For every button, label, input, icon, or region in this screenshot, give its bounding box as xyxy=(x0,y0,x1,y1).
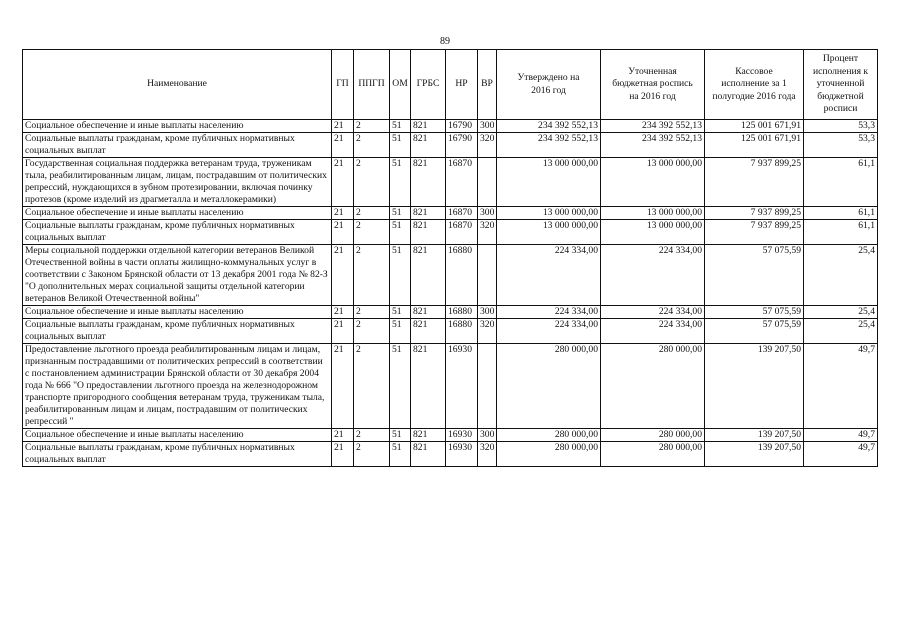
cell-om: 51 xyxy=(390,344,411,429)
cell-vr: 300 xyxy=(478,306,497,319)
cell-gp: 21 xyxy=(332,306,354,319)
cell-om: 51 xyxy=(390,120,411,133)
cell-grbs: 821 xyxy=(411,442,446,467)
cell-name: Социальное обеспечение и иные выплаты населению xyxy=(23,429,332,442)
cell-gp: 21 xyxy=(332,120,354,133)
cell-om: 51 xyxy=(390,306,411,319)
cell-revised: 13 000 000,00 xyxy=(601,220,705,245)
cell-gp: 21 xyxy=(332,220,354,245)
page-number: 89 xyxy=(440,36,450,47)
cell-revised: 13 000 000,00 xyxy=(601,207,705,220)
cell-cash: 57 075,59 xyxy=(705,319,804,344)
column-header-name: Наименование xyxy=(23,50,332,120)
cell-name: Социальные выплаты гражданам, кроме публичных нормативных социальных выплат xyxy=(23,442,332,467)
cell-approved: 224 334,00 xyxy=(497,245,601,306)
column-header-gp: ГП xyxy=(332,50,354,120)
column-header-ppgp: ППГП xyxy=(354,50,390,120)
cell-approved: 224 334,00 xyxy=(497,319,601,344)
table-row xyxy=(23,344,878,429)
table-row xyxy=(23,319,878,344)
cell-grbs: 821 xyxy=(411,344,446,429)
cell-percent: 25,4 xyxy=(804,306,878,319)
cell-om: 51 xyxy=(390,207,411,220)
cell-om: 51 xyxy=(390,319,411,344)
cell-gp: 21 xyxy=(332,245,354,306)
cell-np: 16930 xyxy=(446,442,478,467)
cell-np: 16790 xyxy=(446,120,478,133)
table-row xyxy=(23,442,878,467)
cell-ppgp: 2 xyxy=(354,306,390,319)
cell-vr: 320 xyxy=(478,442,497,467)
column-header-revised: Уточненная бюджетная роспись на 2016 год xyxy=(601,50,705,120)
cell-name: Социальные выплаты гражданам, кроме публичных нормативных социальных выплат xyxy=(23,220,332,245)
cell-grbs: 821 xyxy=(411,120,446,133)
cell-cash: 7 937 899,25 xyxy=(705,158,804,207)
cell-percent: 49,7 xyxy=(804,344,878,429)
cell-gp: 21 xyxy=(332,133,354,158)
cell-grbs: 821 xyxy=(411,158,446,207)
cell-revised: 280 000,00 xyxy=(601,442,705,467)
column-header-vr: ВР xyxy=(478,50,497,120)
cell-approved: 224 334,00 xyxy=(497,306,601,319)
cell-ppgp: 2 xyxy=(354,158,390,207)
cell-approved: 13 000 000,00 xyxy=(497,220,601,245)
cell-ppgp: 2 xyxy=(354,245,390,306)
cell-om: 51 xyxy=(390,133,411,158)
cell-vr: 320 xyxy=(478,319,497,344)
cell-name: Социальное обеспечение и иные выплаты населению xyxy=(23,306,332,319)
table-row xyxy=(23,158,878,207)
cell-revised: 224 334,00 xyxy=(601,319,705,344)
cell-ppgp: 2 xyxy=(354,344,390,429)
cell-revised: 224 334,00 xyxy=(601,306,705,319)
cell-np: 16930 xyxy=(446,344,478,429)
column-header-approved: Утверждено на 2016 год xyxy=(497,50,601,120)
cell-gp: 21 xyxy=(332,429,354,442)
cell-gp: 21 xyxy=(332,442,354,467)
cell-cash: 57 075,59 xyxy=(705,245,804,306)
cell-gp: 21 xyxy=(332,158,354,207)
cell-revised: 13 000 000,00 xyxy=(601,158,705,207)
budget-execution-table xyxy=(22,49,878,467)
cell-ppgp: 2 xyxy=(354,120,390,133)
table-row xyxy=(23,220,878,245)
cell-gp: 21 xyxy=(332,344,354,429)
table-row xyxy=(23,245,878,306)
cell-om: 51 xyxy=(390,158,411,207)
cell-grbs: 821 xyxy=(411,133,446,158)
cell-np: 16870 xyxy=(446,207,478,220)
cell-percent: 53,3 xyxy=(804,133,878,158)
cell-cash: 57 075,59 xyxy=(705,306,804,319)
cell-approved: 234 392 552,13 xyxy=(497,120,601,133)
cell-name: Социальные выплаты гражданам, кроме публичных нормативных социальных выплат xyxy=(23,133,332,158)
cell-cash: 7 937 899,25 xyxy=(705,207,804,220)
column-header-np: НР xyxy=(446,50,478,120)
cell-cash: 125 001 671,91 xyxy=(705,133,804,158)
table-row xyxy=(23,429,878,442)
column-header-om: ОМ xyxy=(390,50,411,120)
cell-om: 51 xyxy=(390,442,411,467)
cell-grbs: 821 xyxy=(411,319,446,344)
cell-revised: 280 000,00 xyxy=(601,344,705,429)
cell-ppgp: 2 xyxy=(354,319,390,344)
cell-ppgp: 2 xyxy=(354,429,390,442)
cell-om: 51 xyxy=(390,429,411,442)
cell-np: 16880 xyxy=(446,306,478,319)
cell-om: 51 xyxy=(390,220,411,245)
cell-np: 16870 xyxy=(446,220,478,245)
cell-vr xyxy=(478,245,497,306)
cell-cash: 7 937 899,25 xyxy=(705,220,804,245)
table-row xyxy=(23,120,878,133)
cell-approved: 280 000,00 xyxy=(497,429,601,442)
cell-grbs: 821 xyxy=(411,220,446,245)
cell-cash: 139 207,50 xyxy=(705,344,804,429)
cell-om: 51 xyxy=(390,245,411,306)
cell-grbs: 821 xyxy=(411,306,446,319)
cell-ppgp: 2 xyxy=(354,442,390,467)
cell-approved: 234 392 552,13 xyxy=(497,133,601,158)
table-row xyxy=(23,306,878,319)
cell-name: Государственная социальная поддержка ветеранам труда, труженикам тыла, реабилитированным лицам, лицам, пострадавшим от политических репрессий, нуждающихся в зубном протезировании, включая починку протезов (кроме изделий из драгметалла и металлокерамики) xyxy=(23,158,332,207)
cell-vr xyxy=(478,344,497,429)
cell-percent: 25,4 xyxy=(804,319,878,344)
cell-grbs: 821 xyxy=(411,245,446,306)
cell-np: 16870 xyxy=(446,158,478,207)
cell-vr: 320 xyxy=(478,133,497,158)
cell-approved: 280 000,00 xyxy=(497,344,601,429)
cell-revised: 234 392 552,13 xyxy=(601,133,705,158)
cell-name: Социальное обеспечение и иные выплаты населению xyxy=(23,207,332,220)
cell-percent: 61,1 xyxy=(804,207,878,220)
column-header-grbs: ГРБС xyxy=(411,50,446,120)
table-body xyxy=(23,120,878,467)
cell-vr: 320 xyxy=(478,220,497,245)
cell-np: 16880 xyxy=(446,319,478,344)
cell-grbs: 821 xyxy=(411,207,446,220)
cell-ppgp: 2 xyxy=(354,207,390,220)
cell-approved: 280 000,00 xyxy=(497,442,601,467)
cell-np: 16880 xyxy=(446,245,478,306)
cell-grbs: 821 xyxy=(411,429,446,442)
cell-name: Предоставление льготного проезда реабилитированным лицам и лицам, признанным пострадавшими от политических репрессий в соответствии с постановлением администрации Брянской области от 30 декабря 2004 года № 666 "О предоставлении льготного проезда на железнодорожном транспорте пригородного сообщения ветеранам труда, труженикам тыла, реабилитированным лицам и лицам, пострадавшим от политических репрессий " xyxy=(23,344,332,429)
cell-percent: 61,1 xyxy=(804,158,878,207)
cell-revised: 280 000,00 xyxy=(601,429,705,442)
cell-percent: 25,4 xyxy=(804,245,878,306)
column-header-cash: Кассовое исполнение за 1 полугодие 2016 года xyxy=(705,50,804,120)
cell-name: Меры социальной поддержки отдельной категории ветеранов Великой Отечественной войны в части оплаты жилищно-коммунальных услуг в соответствии с Законом Брянской области от 13 декабря 2001 года № 82-З "О дополнительных мерах социальной защиты отдельной категории ветеранов Великой Отечественной войны" xyxy=(23,245,332,306)
table-row xyxy=(23,207,878,220)
cell-percent: 53,3 xyxy=(804,120,878,133)
cell-name: Социальное обеспечение и иные выплаты населению xyxy=(23,120,332,133)
cell-vr: 300 xyxy=(478,429,497,442)
cell-vr: 300 xyxy=(478,120,497,133)
table-row xyxy=(23,133,878,158)
table-header-row xyxy=(23,50,878,120)
cell-revised: 224 334,00 xyxy=(601,245,705,306)
column-header-percent: Процент исполнения к уточненной бюджетной росписи xyxy=(804,50,878,120)
cell-vr: 300 xyxy=(478,207,497,220)
cell-percent: 49,7 xyxy=(804,429,878,442)
cell-np: 16930 xyxy=(446,429,478,442)
cell-cash: 139 207,50 xyxy=(705,429,804,442)
cell-ppgp: 2 xyxy=(354,133,390,158)
cell-gp: 21 xyxy=(332,319,354,344)
cell-cash: 125 001 671,91 xyxy=(705,120,804,133)
cell-cash: 139 207,50 xyxy=(705,442,804,467)
cell-percent: 49,7 xyxy=(804,442,878,467)
cell-percent: 61,1 xyxy=(804,220,878,245)
cell-np: 16790 xyxy=(446,133,478,158)
cell-gp: 21 xyxy=(332,207,354,220)
cell-revised: 234 392 552,13 xyxy=(601,120,705,133)
cell-approved: 13 000 000,00 xyxy=(497,158,601,207)
cell-approved: 13 000 000,00 xyxy=(497,207,601,220)
cell-vr xyxy=(478,158,497,207)
cell-ppgp: 2 xyxy=(354,220,390,245)
cell-name: Социальные выплаты гражданам, кроме публичных нормативных социальных выплат xyxy=(23,319,332,344)
